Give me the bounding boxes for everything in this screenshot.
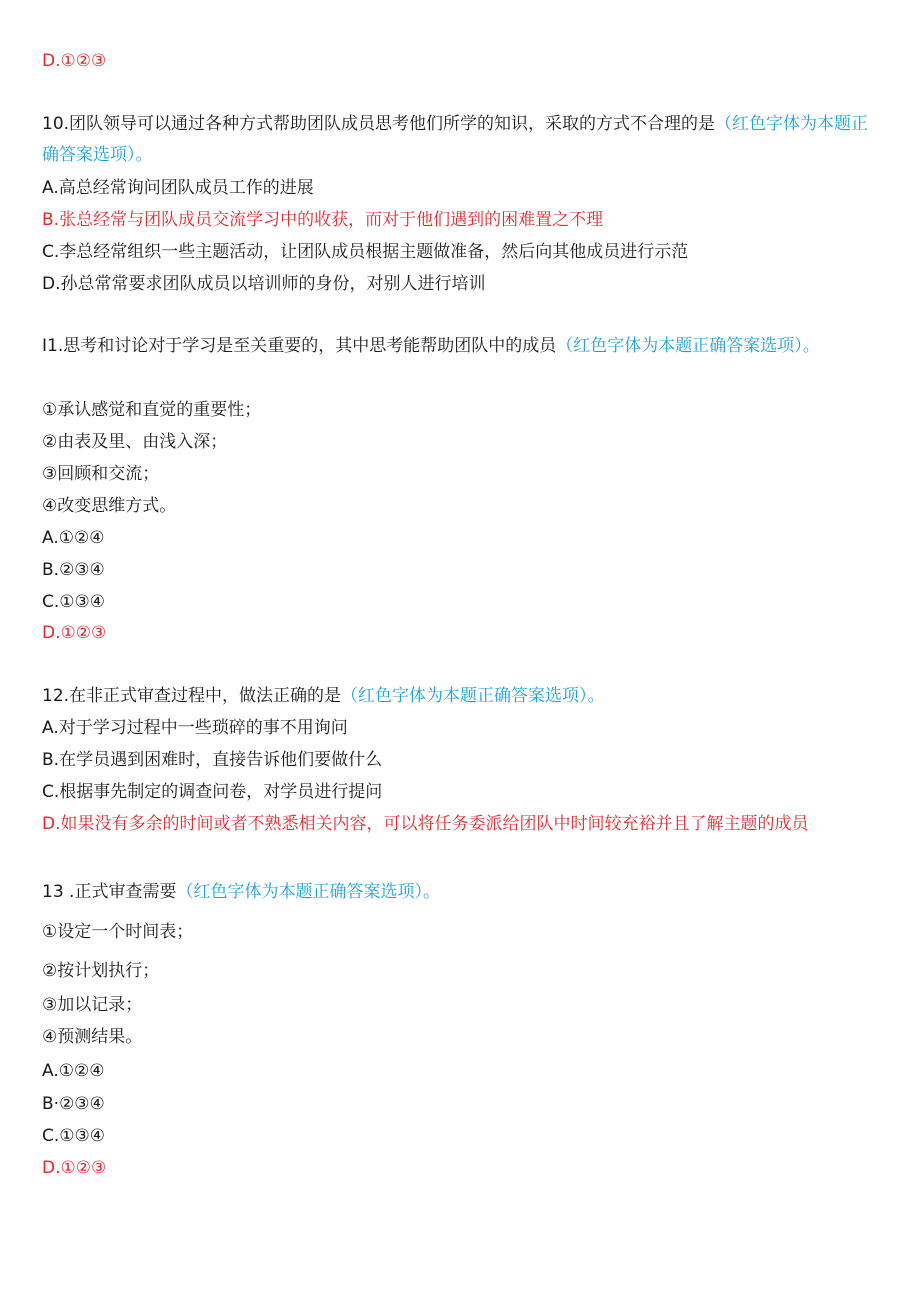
question-11-item-4: ④改变思维方式。	[42, 496, 177, 516]
question-11-item-3: ③回顾和交流；	[42, 464, 160, 484]
question-11-item-1: ①承认感觉和直觉的重要性；	[42, 400, 262, 420]
question-11-stem	[42, 331, 870, 362]
question-11-hint: （红色字体为本题正确答案选项）。	[556, 336, 820, 356]
question-10-text: 10.团队领导可以通过各种方式帮助团队成员思考他们所学的知识，采取的方式不合理的是	[42, 114, 716, 134]
question-13-option-d: D.①②③	[42, 1158, 107, 1178]
question-13-item-3: ③加以记录；	[42, 995, 143, 1015]
question-12-option-d: D.如果没有多余的时间或者不熟悉相关内容，可以将任务委派给团队中时间较充裕并且了解主题的成员	[42, 814, 809, 834]
question-13-text: 13 .正式审查需要	[42, 882, 177, 902]
question-12-text: 12.在非正式审查过程中，做法正确的是	[42, 686, 342, 706]
question-13-option-a: A.①②④	[42, 1061, 105, 1081]
question-10-hint: （红色字体为本题正确答案选项）。	[42, 114, 869, 165]
question-13-hint: （红色字体为本题正确答案选项）。	[176, 882, 440, 902]
question-13-item-1: ①设定一个时间表；	[42, 922, 194, 942]
question-11-option-d: D.①②③	[42, 623, 107, 643]
question-11-option-c: C.①③④	[42, 592, 105, 612]
question-10-option-a: A.高总经常询问团队成员工作的进展	[42, 178, 314, 198]
question-12-hint: （红色字体为本题正确答案选项）。	[341, 686, 605, 706]
question-10-option-b: B.张总经常与团队成员交流学习中的收获，而对于他们遇到的困难置之不理	[42, 210, 604, 230]
question-13-option-c: C.①③④	[42, 1126, 105, 1146]
question-13-item-2: ②按计划执行；	[42, 961, 160, 981]
question-12-option-b: B.在学员遇到困难时，直接告诉他们要做什么	[42, 750, 383, 770]
prev-question-option-d: D.①②③	[42, 51, 107, 71]
question-13-option-b: B·②③④	[42, 1094, 105, 1114]
question-10-option-c: C.李总经常组织一些主题活动，让团队成员根据主题做准备，然后向其他成员进行示范	[42, 242, 689, 262]
question-11-item-2: ②由表及里、由浅入深；	[42, 432, 228, 452]
question-11-text: I1.思考和讨论对于学习是至关重要的，其中思考能帮助团队中的成员	[42, 336, 557, 356]
question-10-stem	[42, 109, 870, 171]
question-12-stem	[42, 685, 605, 707]
question-12-option-a: A.对于学习过程中一些琐碎的事不用询问	[42, 718, 348, 738]
question-11-option-b: B.②③④	[42, 560, 105, 580]
question-13-stem	[42, 881, 440, 903]
question-10-option-d: D.孙总常常要求团队成员以培训师的身份，对别人进行培训	[42, 274, 486, 294]
question-13-item-4: ④预测结果。	[42, 1027, 143, 1047]
question-12-option-c: C.根据事先制定的调查问卷，对学员进行提问	[42, 782, 383, 802]
question-11-option-a: A.①②④	[42, 528, 105, 548]
